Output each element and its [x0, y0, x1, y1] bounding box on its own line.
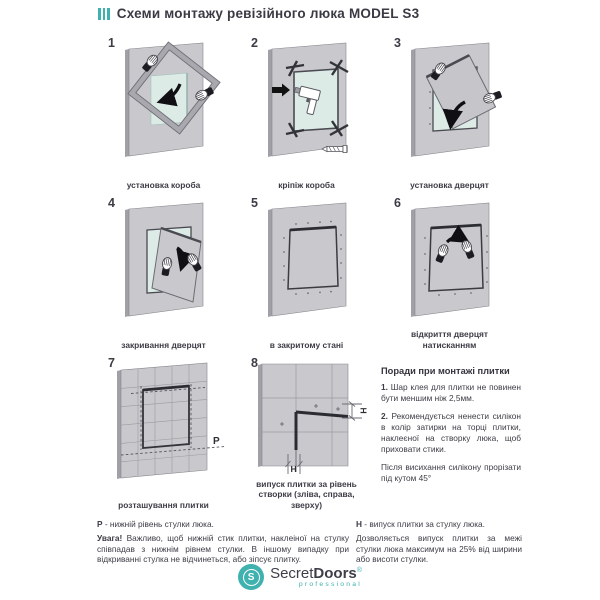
- step-caption: установка короба: [126, 179, 201, 190]
- h-term: H: [356, 519, 362, 529]
- step-number: 3: [394, 36, 401, 50]
- step-number: 2: [251, 36, 258, 50]
- step4-door-closing-illustration: [95, 194, 230, 320]
- h-detail: [356, 533, 522, 565]
- step7-tile-layout-illustration: [95, 354, 230, 484]
- tips-block: [381, 352, 521, 512]
- h-dimension-marker-right: H: [358, 407, 369, 414]
- step-caption: відкриття дверцят натисканням: [411, 329, 488, 350]
- step-6: [381, 192, 518, 352]
- h-text: - випуск плитки за стулку люка.: [362, 519, 485, 529]
- tips-item-2: [381, 411, 521, 455]
- step-caption: в закритому стані: [269, 339, 344, 350]
- step-caption: закривання дверцят: [121, 339, 206, 350]
- step-5: [238, 192, 375, 352]
- brand-name: [270, 566, 362, 581]
- step-number: 8: [251, 356, 258, 370]
- step-caption: розташування плитки: [118, 499, 209, 510]
- step-3: [381, 32, 518, 192]
- step8-tile-overhang-illustration: [238, 354, 373, 484]
- brand-name-second: Doors: [313, 564, 357, 582]
- tips-item-1-text: Шар клея для плитки не повинен бути меншим ніж 2,5мм.: [381, 382, 521, 403]
- step-8: [238, 352, 375, 512]
- tips-item-3: [381, 462, 521, 484]
- p-term: P: [97, 519, 103, 529]
- note-h-overhang: [356, 519, 522, 568]
- h-definition: [356, 519, 522, 530]
- brand-bars-icon: [98, 8, 110, 20]
- tips-item-2-number: 2.: [381, 410, 388, 421]
- monogram-letter: S: [243, 569, 260, 586]
- brand-wordmark: [270, 566, 362, 589]
- p-text: - нижній рівень стулки люка.: [102, 519, 214, 529]
- step-2: [238, 32, 375, 192]
- page-header: [98, 6, 419, 21]
- tips-item-2-text: Рекомендується ненести силікон в колір затирки на торці плитки, наклеєної на створку люка, щоб приховати стики.: [381, 410, 521, 454]
- registered-mark: ®: [356, 566, 362, 574]
- secretdoors-monogram-icon: [238, 564, 264, 590]
- step-caption: кріпіж короба: [278, 179, 335, 190]
- step-number: 1: [108, 36, 115, 50]
- step-4: [95, 192, 232, 352]
- brand-name-first: Secret: [270, 564, 314, 582]
- step-number: 7: [108, 356, 115, 370]
- page-title: Схеми монтажу ревізійного люка MODEL S3: [116, 6, 420, 21]
- tips-item-3-text: Після висихання силікону прорізати під кутом 45°: [381, 461, 521, 483]
- p-definition: [97, 519, 349, 530]
- step-number: 5: [251, 196, 258, 210]
- step-7: [95, 352, 232, 512]
- step-number: 4: [108, 196, 115, 210]
- tips-item-1: [381, 382, 521, 404]
- brand-subtitle: professional: [298, 580, 362, 588]
- step-number: 6: [394, 196, 401, 210]
- step6-push-open-illustration: [381, 194, 516, 320]
- step5-closed-state-illustration: [238, 194, 373, 320]
- step-caption: установка дверцят: [410, 179, 489, 190]
- warning-note: [97, 533, 349, 565]
- brand-logo: [0, 564, 600, 590]
- step-caption: випуск плитки за рівень створки (зліва, справа, зверху): [256, 478, 357, 510]
- steps-grid: [95, 32, 521, 512]
- warning-text: Важливо, щоб нижній стик плитки, наклеіної на стулку співпадав з нижнім рівнем стулки. В іншому випадку при відкриванні стулка не відчинеться, або зіпсує плитку.: [97, 532, 349, 565]
- step-1: [95, 32, 232, 192]
- note-p-level: [97, 519, 349, 568]
- step3-door-install-illustration: [381, 34, 516, 160]
- step1-frame-install-illustration: [95, 34, 230, 160]
- tips-item-1-number: 1.: [381, 382, 388, 392]
- h-dimension-marker-bottom: H: [290, 464, 297, 474]
- tips-heading: Поради при монтажі плитки: [381, 366, 510, 376]
- step2-frame-fastening-illustration: [238, 34, 373, 160]
- h-detail-text: Дозволяється випуск плитки за межі стулки люка максимум на 25% від ширини або висоти стулки.: [356, 532, 522, 565]
- p-level-marker: P: [213, 436, 220, 447]
- warning-term: Увага!: [97, 532, 123, 543]
